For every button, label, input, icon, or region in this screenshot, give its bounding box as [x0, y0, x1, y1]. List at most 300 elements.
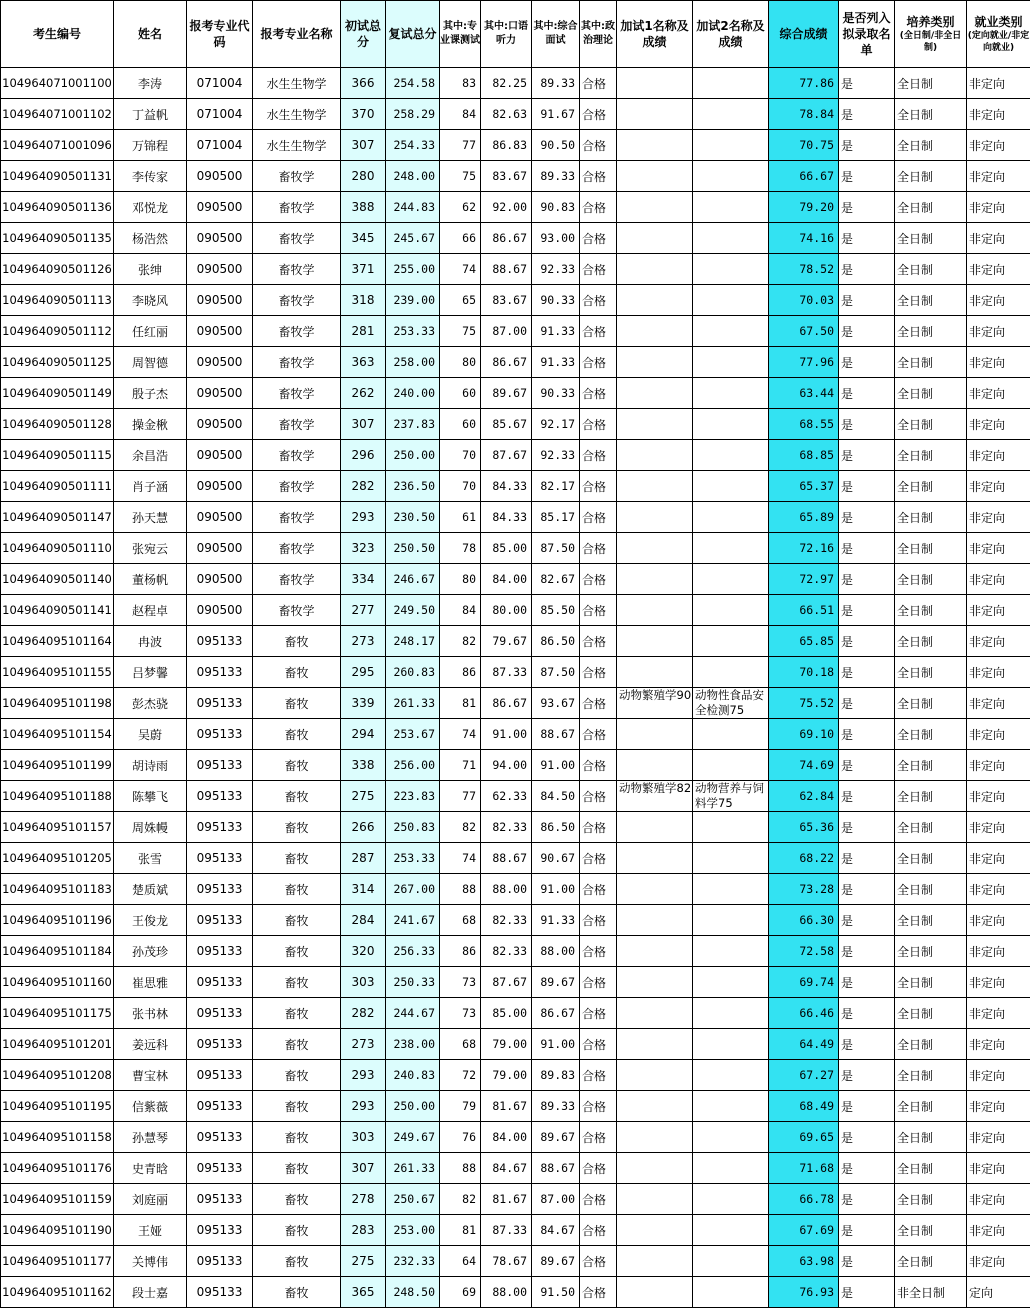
cell-training: 全日制: [895, 192, 967, 223]
cell-employment: 非定向: [967, 99, 1030, 130]
header-row: [1, 1, 1030, 68]
cell-exam-id: 104964090501147: [1, 502, 114, 533]
cell-oral-listening: 78.67: [481, 1246, 532, 1277]
cell-oral-listening: 80.00: [481, 595, 532, 626]
cell-major-code: 090500: [187, 440, 253, 471]
cell-admitted: 是: [839, 161, 895, 192]
cell-extra1: [617, 502, 693, 533]
cell-politics: 合格: [580, 161, 617, 192]
cell-initial-total: 273: [341, 626, 386, 657]
cell-major-name: 畜牧: [253, 1029, 341, 1060]
cell-exam-id: 104964095101175: [1, 998, 114, 1029]
cell-initial-total: 307: [341, 130, 386, 161]
cell-exam-id: 104964095101160: [1, 967, 114, 998]
cell-major-test: 75: [440, 161, 481, 192]
cell-extra1: [617, 378, 693, 409]
cell-major-code: 095133: [187, 1277, 253, 1308]
cell-extra1: [617, 1246, 693, 1277]
table-row: [1, 843, 1030, 874]
cell-retest-total: 250.83: [386, 812, 440, 843]
cell-major-test: 82: [440, 1184, 481, 1215]
table-row: [1, 1215, 1030, 1246]
cell-interview: 88.00: [532, 936, 580, 967]
cell-admitted: 是: [839, 471, 895, 502]
cell-employment: 非定向: [967, 254, 1030, 285]
cell-major-code: 095133: [187, 1122, 253, 1153]
cell-extra1: [617, 564, 693, 595]
cell-exam-id: 104964090501126: [1, 254, 114, 285]
cell-politics: 合格: [580, 254, 617, 285]
cell-retest-total: 248.50: [386, 1277, 440, 1308]
cell-politics: 合格: [580, 192, 617, 223]
cell-name: 张绅: [114, 254, 187, 285]
cell-retest-total: 241.67: [386, 905, 440, 936]
cell-oral-listening: 85.00: [481, 998, 532, 1029]
cell-major-test: 79: [440, 1091, 481, 1122]
cell-major-name: 畜牧学: [253, 223, 341, 254]
cell-major-test: 62: [440, 192, 481, 223]
cell-extra2: [693, 1122, 769, 1153]
cell-extra2: [693, 254, 769, 285]
cell-retest-total: 248.00: [386, 161, 440, 192]
cell-training: 全日制: [895, 998, 967, 1029]
cell-employment: 非定向: [967, 130, 1030, 161]
cell-politics: 合格: [580, 223, 617, 254]
cell-interview: 89.33: [532, 161, 580, 192]
cell-interview: 85.17: [532, 502, 580, 533]
cell-retest-total: 223.83: [386, 781, 440, 812]
cell-major-name: 畜牧: [253, 1153, 341, 1184]
cell-employment: 非定向: [967, 998, 1030, 1029]
cell-major-code: 090500: [187, 564, 253, 595]
cell-composite: 78.52: [769, 254, 839, 285]
cell-exam-id: 104964095101199: [1, 750, 114, 781]
cell-major-code: 095133: [187, 843, 253, 874]
cell-name: 关博伟: [114, 1246, 187, 1277]
cell-major-code: 095133: [187, 1215, 253, 1246]
cell-initial-total: 293: [341, 1060, 386, 1091]
table-row: [1, 192, 1030, 223]
cell-composite: 75.52: [769, 688, 839, 719]
cell-initial-total: 318: [341, 285, 386, 316]
table-row: [1, 750, 1030, 781]
cell-extra1: [617, 223, 693, 254]
cell-exam-id: 104964071001100: [1, 68, 114, 99]
cell-major-test: 77: [440, 781, 481, 812]
cell-employment: 定向: [967, 1277, 1030, 1308]
cell-major-name: 畜牧学: [253, 192, 341, 223]
cell-major-code: 090500: [187, 378, 253, 409]
cell-exam-id: 104964095101195: [1, 1091, 114, 1122]
cell-training: 全日制: [895, 68, 967, 99]
cell-extra2: [693, 99, 769, 130]
cell-interview: 92.33: [532, 254, 580, 285]
cell-interview: 89.67: [532, 1122, 580, 1153]
cell-extra1: [617, 192, 693, 223]
cell-employment: 非定向: [967, 1091, 1030, 1122]
cell-major-code: 095133: [187, 874, 253, 905]
cell-interview: 89.67: [532, 967, 580, 998]
cell-politics: 合格: [580, 347, 617, 378]
cell-exam-id: 104964090501149: [1, 378, 114, 409]
cell-retest-total: 258.00: [386, 347, 440, 378]
cell-employment: 非定向: [967, 471, 1030, 502]
cell-major-name: 畜牧学: [253, 564, 341, 595]
cell-exam-id: 104964090501140: [1, 564, 114, 595]
cell-training: 全日制: [895, 719, 967, 750]
cell-initial-total: 345: [341, 223, 386, 254]
cell-initial-total: 295: [341, 657, 386, 688]
cell-major-name: 畜牧: [253, 1184, 341, 1215]
cell-major-test: 68: [440, 1029, 481, 1060]
cell-exam-id: 104964090501128: [1, 409, 114, 440]
cell-extra1: [617, 998, 693, 1029]
table-row: [1, 378, 1030, 409]
cell-composite: 69.74: [769, 967, 839, 998]
cell-major-name: 畜牧: [253, 657, 341, 688]
cell-name: 吴蔚: [114, 719, 187, 750]
cell-initial-total: 294: [341, 719, 386, 750]
cell-major-name: 畜牧学: [253, 378, 341, 409]
cell-major-name: 畜牧: [253, 1246, 341, 1277]
cell-composite: 66.78: [769, 1184, 839, 1215]
cell-oral-listening: 94.00: [481, 750, 532, 781]
cell-interview: 89.67: [532, 1246, 580, 1277]
cell-extra2: 动物性食品安全检测75: [693, 688, 769, 719]
cell-major-name: 畜牧学: [253, 595, 341, 626]
cell-training: 全日制: [895, 161, 967, 192]
cell-training: 全日制: [895, 1215, 967, 1246]
cell-name: 周姝幔: [114, 812, 187, 843]
cell-retest-total: 237.83: [386, 409, 440, 440]
cell-politics: 合格: [580, 1060, 617, 1091]
cell-employment: 非定向: [967, 967, 1030, 998]
cell-initial-total: 283: [341, 1215, 386, 1246]
table-row: [1, 502, 1030, 533]
cell-exam-id: 104964095101162: [1, 1277, 114, 1308]
cell-extra1: [617, 1184, 693, 1215]
cell-extra1: [617, 657, 693, 688]
cell-major-test: 86: [440, 657, 481, 688]
cell-major-code: 095133: [187, 812, 253, 843]
cell-name: 史青晗: [114, 1153, 187, 1184]
cell-extra1: [617, 1060, 693, 1091]
cell-employment: 非定向: [967, 843, 1030, 874]
cell-initial-total: 303: [341, 967, 386, 998]
cell-major-test: 68: [440, 905, 481, 936]
cell-extra2: [693, 564, 769, 595]
cell-training: 全日制: [895, 967, 967, 998]
cell-training: 全日制: [895, 378, 967, 409]
cell-oral-listening: 82.25: [481, 68, 532, 99]
cell-major-name: 畜牧: [253, 967, 341, 998]
cell-employment: 非定向: [967, 440, 1030, 471]
cell-composite: 65.36: [769, 812, 839, 843]
cell-composite: 63.98: [769, 1246, 839, 1277]
cell-exam-id: 104964095101159: [1, 1184, 114, 1215]
cell-major-name: 水生生物学: [253, 68, 341, 99]
cell-major-name: 畜牧学: [253, 440, 341, 471]
cell-composite: 65.37: [769, 471, 839, 502]
table-row: [1, 781, 1030, 812]
cell-retest-total: 244.67: [386, 998, 440, 1029]
cell-interview: 92.33: [532, 440, 580, 471]
cell-retest-total: 245.67: [386, 223, 440, 254]
header-major-name: 报考专业名称: [253, 1, 341, 68]
cell-composite: 76.93: [769, 1277, 839, 1308]
cell-politics: 合格: [580, 1277, 617, 1308]
cell-admitted: 是: [839, 1153, 895, 1184]
cell-politics: 合格: [580, 564, 617, 595]
cell-interview: 91.33: [532, 316, 580, 347]
cell-name: 李晓风: [114, 285, 187, 316]
cell-extra2: [693, 1184, 769, 1215]
cell-politics: 合格: [580, 533, 617, 564]
cell-retest-total: 249.50: [386, 595, 440, 626]
cell-name: 李传家: [114, 161, 187, 192]
cell-exam-id: 104964095101177: [1, 1246, 114, 1277]
cell-employment: 非定向: [967, 905, 1030, 936]
header-politics: 其中:政治理论: [580, 1, 617, 68]
cell-extra1: [617, 440, 693, 471]
cell-initial-total: 307: [341, 409, 386, 440]
header-training-note: (全日制/非全日制): [899, 30, 962, 54]
cell-composite: 72.58: [769, 936, 839, 967]
cell-extra1: 动物繁殖学90: [617, 688, 693, 719]
cell-initial-total: 371: [341, 254, 386, 285]
cell-extra2: [693, 409, 769, 440]
cell-training: 全日制: [895, 688, 967, 719]
cell-initial-total: 365: [341, 1277, 386, 1308]
cell-oral-listening: 83.67: [481, 285, 532, 316]
cell-retest-total: 254.58: [386, 68, 440, 99]
cell-retest-total: 253.00: [386, 1215, 440, 1246]
cell-training: 非全日制: [895, 1277, 967, 1308]
cell-oral-listening: 84.33: [481, 502, 532, 533]
cell-major-test: 84: [440, 595, 481, 626]
cell-politics: 合格: [580, 471, 617, 502]
header-oral-listening: 其中:口语听力: [481, 1, 532, 68]
cell-name: 操金楸: [114, 409, 187, 440]
cell-extra2: [693, 936, 769, 967]
cell-exam-id: 104964071001102: [1, 99, 114, 130]
cell-interview: 87.00: [532, 1184, 580, 1215]
cell-employment: 非定向: [967, 223, 1030, 254]
cell-name: 张宛云: [114, 533, 187, 564]
cell-extra2: [693, 130, 769, 161]
cell-training: 全日制: [895, 936, 967, 967]
cell-major-code: 095133: [187, 1153, 253, 1184]
header-exam-id: 考生编号: [1, 1, 114, 68]
table-row: [1, 347, 1030, 378]
cell-composite: 66.46: [769, 998, 839, 1029]
cell-interview: 86.50: [532, 812, 580, 843]
cell-extra1: [617, 595, 693, 626]
table-row: [1, 409, 1030, 440]
cell-politics: 合格: [580, 130, 617, 161]
cell-retest-total: 246.67: [386, 564, 440, 595]
cell-extra1: [617, 68, 693, 99]
cell-training: 全日制: [895, 1246, 967, 1277]
cell-admitted: 是: [839, 1184, 895, 1215]
cell-admitted: 是: [839, 1246, 895, 1277]
cell-admitted: 是: [839, 812, 895, 843]
cell-admitted: 是: [839, 688, 895, 719]
cell-employment: 非定向: [967, 502, 1030, 533]
cell-exam-id: 104964090501115: [1, 440, 114, 471]
cell-employment: 非定向: [967, 719, 1030, 750]
cell-name: 丁益帆: [114, 99, 187, 130]
cell-oral-listening: 91.00: [481, 719, 532, 750]
cell-extra1: [617, 99, 693, 130]
cell-major-test: 80: [440, 564, 481, 595]
cell-exam-id: 104964095101183: [1, 874, 114, 905]
cell-composite: 65.89: [769, 502, 839, 533]
cell-composite: 64.49: [769, 1029, 839, 1060]
cell-major-name: 畜牧: [253, 1215, 341, 1246]
cell-major-test: 80: [440, 347, 481, 378]
cell-oral-listening: 86.67: [481, 223, 532, 254]
cell-politics: 合格: [580, 409, 617, 440]
cell-extra1: [617, 812, 693, 843]
table-row: [1, 533, 1030, 564]
cell-oral-listening: 82.63: [481, 99, 532, 130]
cell-exam-id: 104964090501141: [1, 595, 114, 626]
cell-major-test: 81: [440, 688, 481, 719]
cell-retest-total: 239.00: [386, 285, 440, 316]
cell-interview: 90.33: [532, 285, 580, 316]
cell-politics: 合格: [580, 905, 617, 936]
table-row: [1, 1277, 1030, 1308]
cell-major-code: 071004: [187, 130, 253, 161]
cell-composite: 65.85: [769, 626, 839, 657]
cell-retest-total: 254.33: [386, 130, 440, 161]
cell-politics: 合格: [580, 595, 617, 626]
cell-major-test: 88: [440, 1153, 481, 1184]
cell-composite: 69.65: [769, 1122, 839, 1153]
cell-initial-total: 307: [341, 1153, 386, 1184]
cell-name: 殷子杰: [114, 378, 187, 409]
cell-admitted: 是: [839, 626, 895, 657]
cell-oral-listening: 86.83: [481, 130, 532, 161]
cell-extra1: [617, 967, 693, 998]
cell-oral-listening: 81.67: [481, 1091, 532, 1122]
cell-oral-listening: 87.33: [481, 1215, 532, 1246]
cell-exam-id: 104964095101196: [1, 905, 114, 936]
cell-training: 全日制: [895, 750, 967, 781]
table-row: [1, 1246, 1030, 1277]
cell-composite: 63.44: [769, 378, 839, 409]
table-row: [1, 440, 1030, 471]
cell-training: 全日制: [895, 1153, 967, 1184]
cell-extra1: [617, 1029, 693, 1060]
cell-exam-id: 104964095101201: [1, 1029, 114, 1060]
header-initial-total: 初试总分: [341, 1, 386, 68]
cell-politics: 合格: [580, 378, 617, 409]
cell-training: 全日制: [895, 440, 967, 471]
cell-training: 全日制: [895, 316, 967, 347]
cell-composite: 66.67: [769, 161, 839, 192]
cell-extra1: [617, 1153, 693, 1184]
cell-oral-listening: 87.00: [481, 316, 532, 347]
cell-name: 彭杰骁: [114, 688, 187, 719]
cell-major-test: 72: [440, 1060, 481, 1091]
cell-exam-id: 104964095101157: [1, 812, 114, 843]
cell-interview: 84.50: [532, 781, 580, 812]
cell-major-test: 60: [440, 409, 481, 440]
cell-major-test: 70: [440, 471, 481, 502]
cell-training: 全日制: [895, 781, 967, 812]
cell-major-test: 77: [440, 130, 481, 161]
cell-interview: 89.33: [532, 68, 580, 99]
cell-retest-total: 260.83: [386, 657, 440, 688]
cell-training: 全日制: [895, 471, 967, 502]
cell-major-name: 畜牧: [253, 1091, 341, 1122]
cell-initial-total: 334: [341, 564, 386, 595]
cell-employment: 非定向: [967, 161, 1030, 192]
cell-training: 全日制: [895, 564, 967, 595]
cell-major-test: 76: [440, 1122, 481, 1153]
cell-major-code: 090500: [187, 285, 253, 316]
cell-extra1: [617, 130, 693, 161]
cell-name: 董杨帆: [114, 564, 187, 595]
cell-interview: 91.67: [532, 99, 580, 130]
cell-politics: 合格: [580, 1184, 617, 1215]
cell-major-code: 095133: [187, 905, 253, 936]
cell-exam-id: 104964095101184: [1, 936, 114, 967]
cell-initial-total: 366: [341, 68, 386, 99]
cell-admitted: 是: [839, 99, 895, 130]
cell-retest-total: 261.33: [386, 1153, 440, 1184]
cell-politics: 合格: [580, 936, 617, 967]
cell-major-test: 73: [440, 998, 481, 1029]
cell-exam-id: 104964095101158: [1, 1122, 114, 1153]
table-row: [1, 130, 1030, 161]
cell-major-name: 畜牧: [253, 719, 341, 750]
cell-exam-id: 104964095101208: [1, 1060, 114, 1091]
cell-name: 段士嘉: [114, 1277, 187, 1308]
cell-extra2: [693, 967, 769, 998]
cell-oral-listening: 84.00: [481, 1122, 532, 1153]
cell-employment: 非定向: [967, 1122, 1030, 1153]
cell-exam-id: 104964095101164: [1, 626, 114, 657]
cell-initial-total: 323: [341, 533, 386, 564]
cell-extra2: [693, 657, 769, 688]
cell-exam-id: 104964090501112: [1, 316, 114, 347]
cell-major-name: 畜牧: [253, 626, 341, 657]
cell-composite: 68.22: [769, 843, 839, 874]
cell-initial-total: 338: [341, 750, 386, 781]
cell-admitted: 是: [839, 533, 895, 564]
cell-oral-listening: 89.67: [481, 378, 532, 409]
cell-initial-total: 266: [341, 812, 386, 843]
cell-interview: 82.17: [532, 471, 580, 502]
cell-major-code: 090500: [187, 316, 253, 347]
cell-initial-total: 303: [341, 1122, 386, 1153]
cell-extra2: [693, 502, 769, 533]
cell-major-name: 畜牧: [253, 843, 341, 874]
cell-extra2: [693, 285, 769, 316]
cell-training: 全日制: [895, 223, 967, 254]
cell-extra2: [693, 161, 769, 192]
cell-admitted: 是: [839, 347, 895, 378]
cell-retest-total: 267.00: [386, 874, 440, 905]
cell-initial-total: 273: [341, 1029, 386, 1060]
cell-training: 全日制: [895, 533, 967, 564]
cell-employment: 非定向: [967, 68, 1030, 99]
cell-composite: 66.30: [769, 905, 839, 936]
cell-exam-id: 104964090501135: [1, 223, 114, 254]
